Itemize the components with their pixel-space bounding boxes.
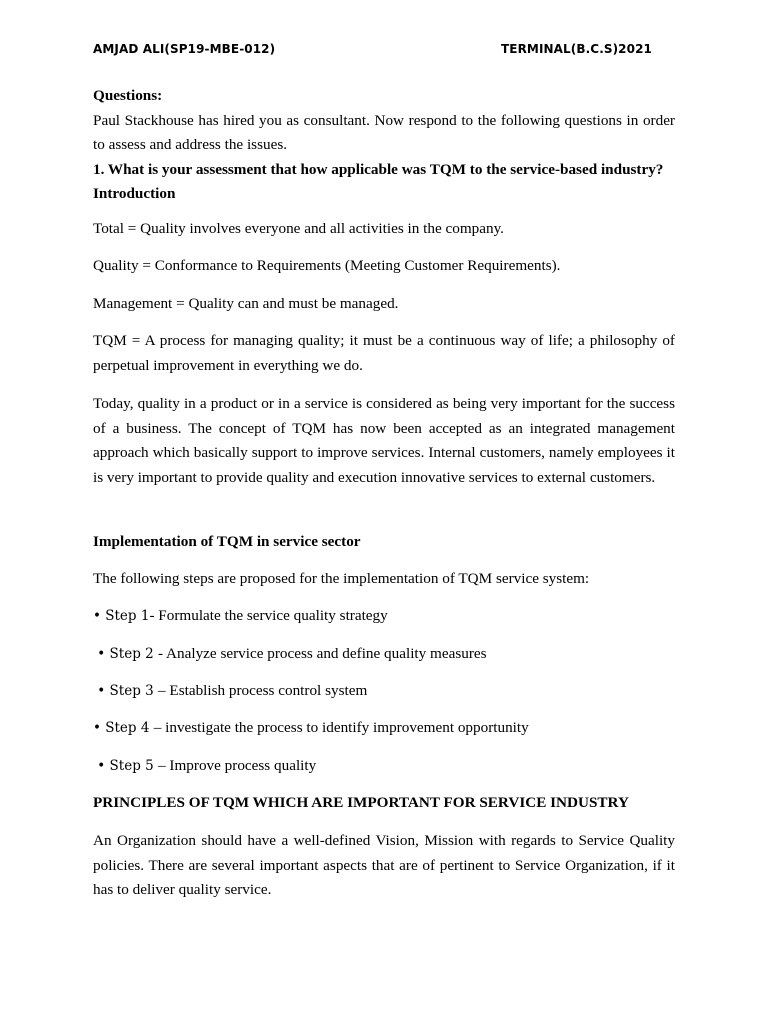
step-label: • Step 5	[93, 758, 159, 774]
today-paragraph: Today, quality in a product or in a service is considered as being very important for the success of a business. The concept of TQM has now been accepted as an integrated management approach which basically support to improve services. Internal customers, namely employees it is very important to provide quality and execution innovative services to external customers.	[93, 395, 675, 486]
step-item	[93, 679, 675, 704]
question-1: 1. What is your assessment that how applicable was TQM to the service-based industry?	[93, 160, 664, 178]
principles-paragraph: An Organization should have a well-defined Vision, Mission with regards to Service Quality policies. There are several important aspects that are of pertinent to Service Organization, if it has to deliver quality service.	[93, 832, 675, 898]
implementation-heading: Implementation of TQM in service sector	[93, 533, 361, 550]
header-author: AMJAD ALI(SP19-MBE-012)	[93, 42, 276, 56]
step-label: • Step 3	[93, 683, 159, 699]
step-text: - Formulate the service quality strategy	[149, 607, 388, 624]
definition-quality: Quality = Conformance to Requirements (Meeting Customer Requirements).	[93, 257, 561, 274]
step-label: • Step 4	[93, 720, 154, 736]
definition-tqm: TQM = A process for managing quality; it must be a continuous way of life; a philosophy of perpetual improvement in everything we do.	[93, 332, 675, 374]
introduction-heading: Introduction	[93, 185, 176, 202]
step-item	[93, 642, 675, 667]
step-label: • Step 2	[93, 646, 159, 662]
step-item	[93, 754, 675, 779]
header-exam: TERMINAL(B.C.S)2021	[501, 42, 652, 56]
definition-total: Total = Quality involves everyone and all activities in the company.	[93, 220, 504, 237]
page-header	[93, 42, 652, 56]
step-text: - Analyze service process and define quality measures	[158, 645, 487, 662]
step-item	[93, 604, 675, 629]
questions-heading: Questions:	[93, 87, 163, 104]
intro-paragraph: Paul Stackhouse has hired you as consultant. Now respond to the following questions in order to assess and address the issues.	[93, 111, 675, 153]
principles-heading: PRINCIPLES OF TQM WHICH ARE IMPORTANT FOR SERVICE INDUSTRY	[93, 794, 629, 811]
intro-block	[93, 84, 675, 207]
step-text: – Improve process quality	[158, 757, 317, 774]
definition-management: Management = Quality can and must be managed.	[93, 295, 399, 312]
steps-intro: The following steps are proposed for the implementation of TQM service system:	[93, 570, 590, 587]
step-label: • Step 1	[93, 608, 150, 624]
step-item	[93, 716, 675, 741]
step-text: – Establish process control system	[158, 682, 368, 699]
step-text: – investigate the process to identify improvement opportunity	[153, 719, 529, 736]
